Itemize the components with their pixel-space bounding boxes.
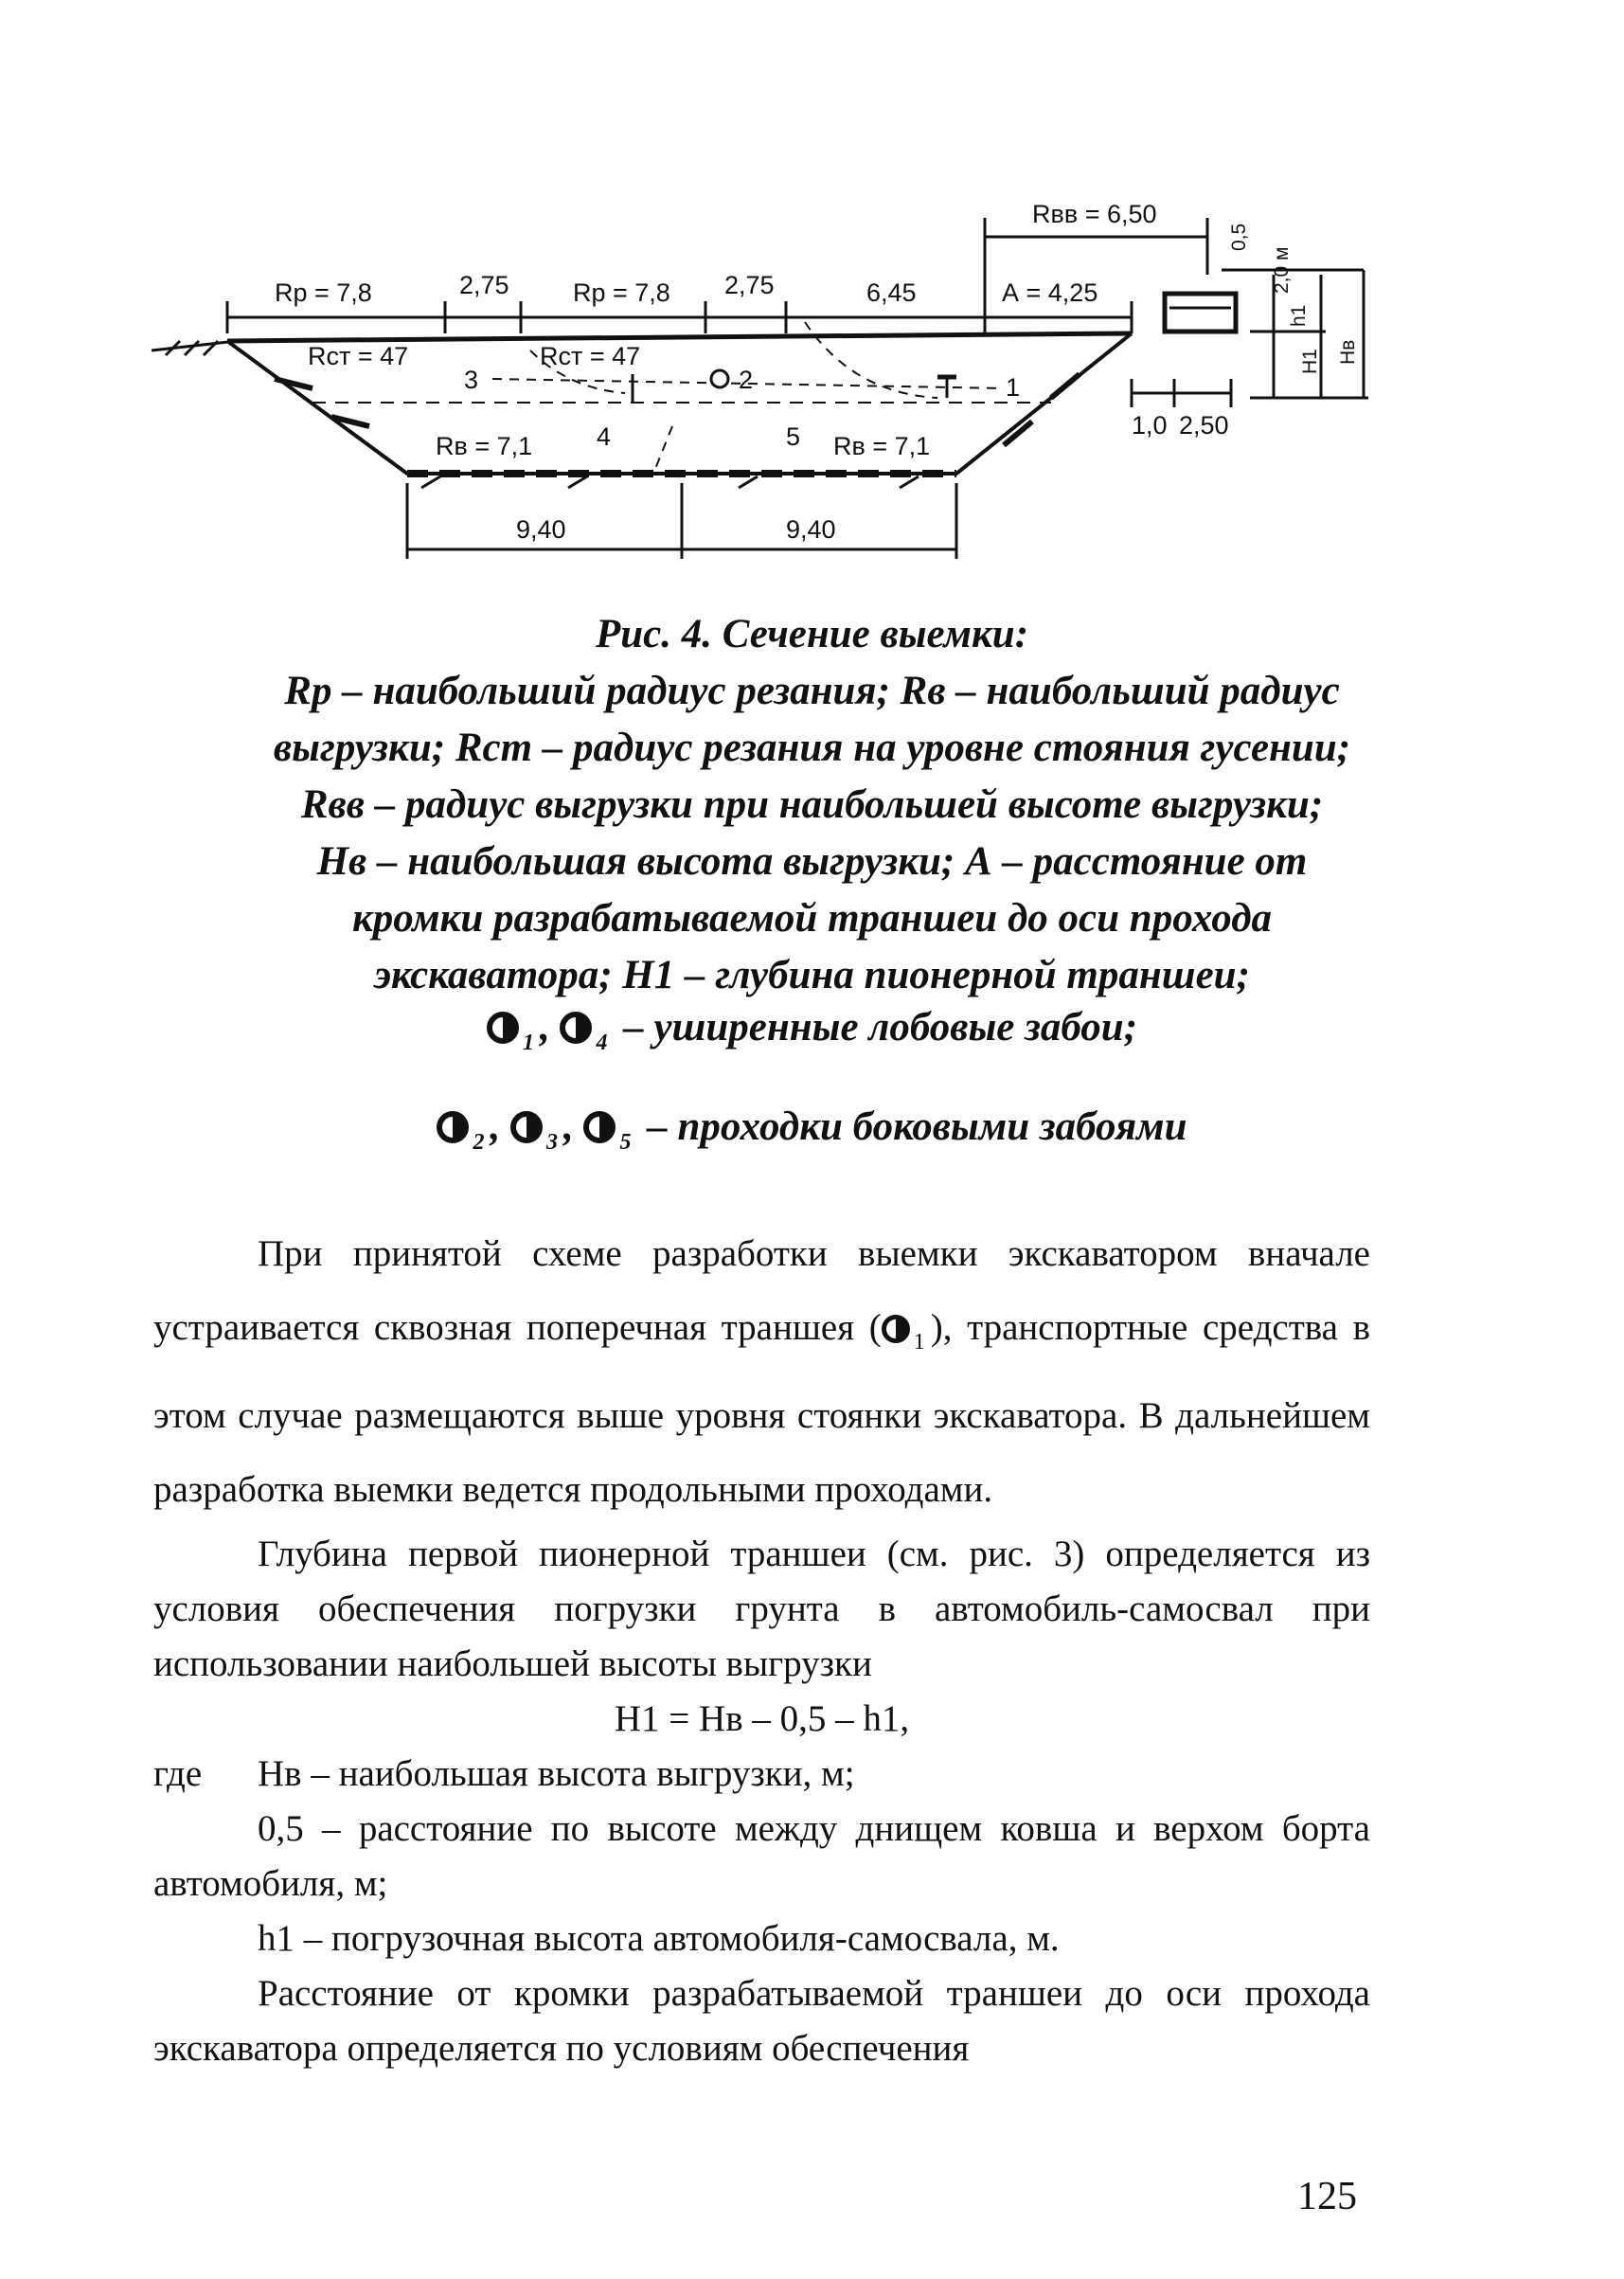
caption-line: кромки разрабатываемой траншеи до оси прохода — [351, 896, 1273, 941]
excavation-cross-section-diagram — [0, 0, 1624, 606]
legend-sub: 2 — [473, 1130, 485, 1155]
label-hv: Нв — [1337, 339, 1359, 365]
formula: Н1 = Нв – 0,5 – h1, — [614, 1698, 910, 1739]
label-n4: 4 — [597, 422, 612, 451]
label-h05: 0,5 — [1228, 223, 1250, 251]
definition-text: Нв – наибольшая высота выгрузки, м; — [258, 1753, 855, 1794]
caption-title: Рис. 4. Сечение выемки: — [595, 612, 1029, 656]
legend-sub: 4 — [596, 1031, 608, 1055]
symbol-sub: 1 — [913, 1330, 925, 1355]
label-h1: h1 — [1288, 304, 1310, 327]
definition-line: 0,5 – расстояние по высоте между днищем ковша и верхом борта автомобиля, м; — [153, 1808, 1370, 1904]
half-circle-symbol-icon — [437, 1111, 469, 1143]
label-rv2: Rв = 7,1 — [833, 432, 931, 460]
definition-line: h1 – погрузочная высота автомобиля-самосвала, м. — [258, 1918, 1060, 1959]
label-n1: 1 — [1006, 373, 1021, 402]
legend-widened-faces: $_1$ , $_4$ – уширенные лобовые забои; — [114, 1004, 1510, 1056]
paragraph: Расстояние от кромки разрабатываемой траншеи до оси прохода экскаватора определяется по условиям обеспечения — [153, 1973, 1370, 2069]
legend-sub: 1 — [522, 1031, 534, 1055]
label-hh1: Н1 — [1299, 349, 1321, 374]
label-rst2: Rст = 47 — [540, 342, 641, 370]
half-circle-symbol-icon — [560, 1012, 592, 1044]
legend-side-faces: $_2$ , $_3$ , $_5$ – проходки боковыми забоями — [114, 1104, 1510, 1156]
label-a: А = 4,25 — [1002, 278, 1098, 307]
label-rst1: Rст = 47 — [308, 342, 409, 370]
legend-text: – уширенные лобовые забои; — [623, 1005, 1138, 1050]
half-circle-symbol-icon — [882, 1315, 910, 1343]
half-circle-symbol-icon — [487, 1012, 519, 1044]
label-250: 2,50 — [1179, 411, 1229, 440]
label-rvv: Rвв = 6,50 — [1032, 200, 1157, 228]
label-rp2: Rр = 7,8 — [573, 278, 670, 307]
label-h2: 2,0 м — [1271, 246, 1293, 294]
label-n2: 2 — [739, 366, 754, 394]
label-rp1: Rр = 7,8 — [275, 278, 372, 307]
paragraph — [153, 1217, 1370, 1527]
label-645: 6,45 — [866, 278, 917, 307]
caption-line: Нв – наибольшая высота выгрузки; А – расстояние от — [316, 839, 1308, 884]
paragraph-text: При принятой схеме разработки выемки экскаватором вначале устраивается сквозная поперечная траншея ( — [153, 1233, 1370, 1348]
legend-text: – проходки боковыми забоями — [647, 1104, 1187, 1149]
half-circle-symbol-icon — [510, 1111, 543, 1143]
caption-line: Rвв – радиус выгрузки при наибольшей высоте выгрузки; — [300, 782, 1324, 827]
label-275a: 2,75 — [459, 271, 509, 299]
figure-caption — [114, 606, 1510, 1004]
where-label: где — [153, 1753, 203, 1794]
label-n3: 3 — [464, 366, 479, 394]
page-number: 125 — [1297, 2175, 1357, 2218]
caption-line: экскаватора; Н1 – глубина пионерной траншеи; — [374, 953, 1250, 997]
paragraph: Глубина первой пионерной траншеи (см. рис. 3) определяется из условия обеспечения погрузки грунта в автомобиль-самосвал при использовании наибольшей высоты выгрузки — [153, 1534, 1370, 1684]
definition-line — [153, 1747, 1370, 1802]
label-n5: 5 — [786, 422, 801, 451]
legend-sub: 5 — [619, 1130, 632, 1155]
caption-line: Rр – наибольший радиус резания; Rв – наибольший радиус — [284, 669, 1340, 713]
label-rv1: Rв = 7,1 — [436, 432, 533, 460]
paragraph-text: ), транспортные средства в этом случае размещаются выше уровня стоянки экскаватора. В дальнейшем разработка выемки ведется продольными проходами. — [153, 1307, 1370, 1510]
caption-line: выгрузки; Rст – радиус резания на уровне стояния гусении; — [273, 726, 1351, 770]
legend-sub: 3 — [545, 1130, 558, 1155]
half-circle-symbol-icon — [583, 1111, 616, 1143]
label-10: 1,0 — [1132, 411, 1168, 440]
label-940b: 9,40 — [786, 515, 836, 544]
label-940a: 9,40 — [516, 515, 566, 544]
body-text — [153, 1217, 1370, 2076]
label-275b: 2,75 — [724, 271, 775, 299]
